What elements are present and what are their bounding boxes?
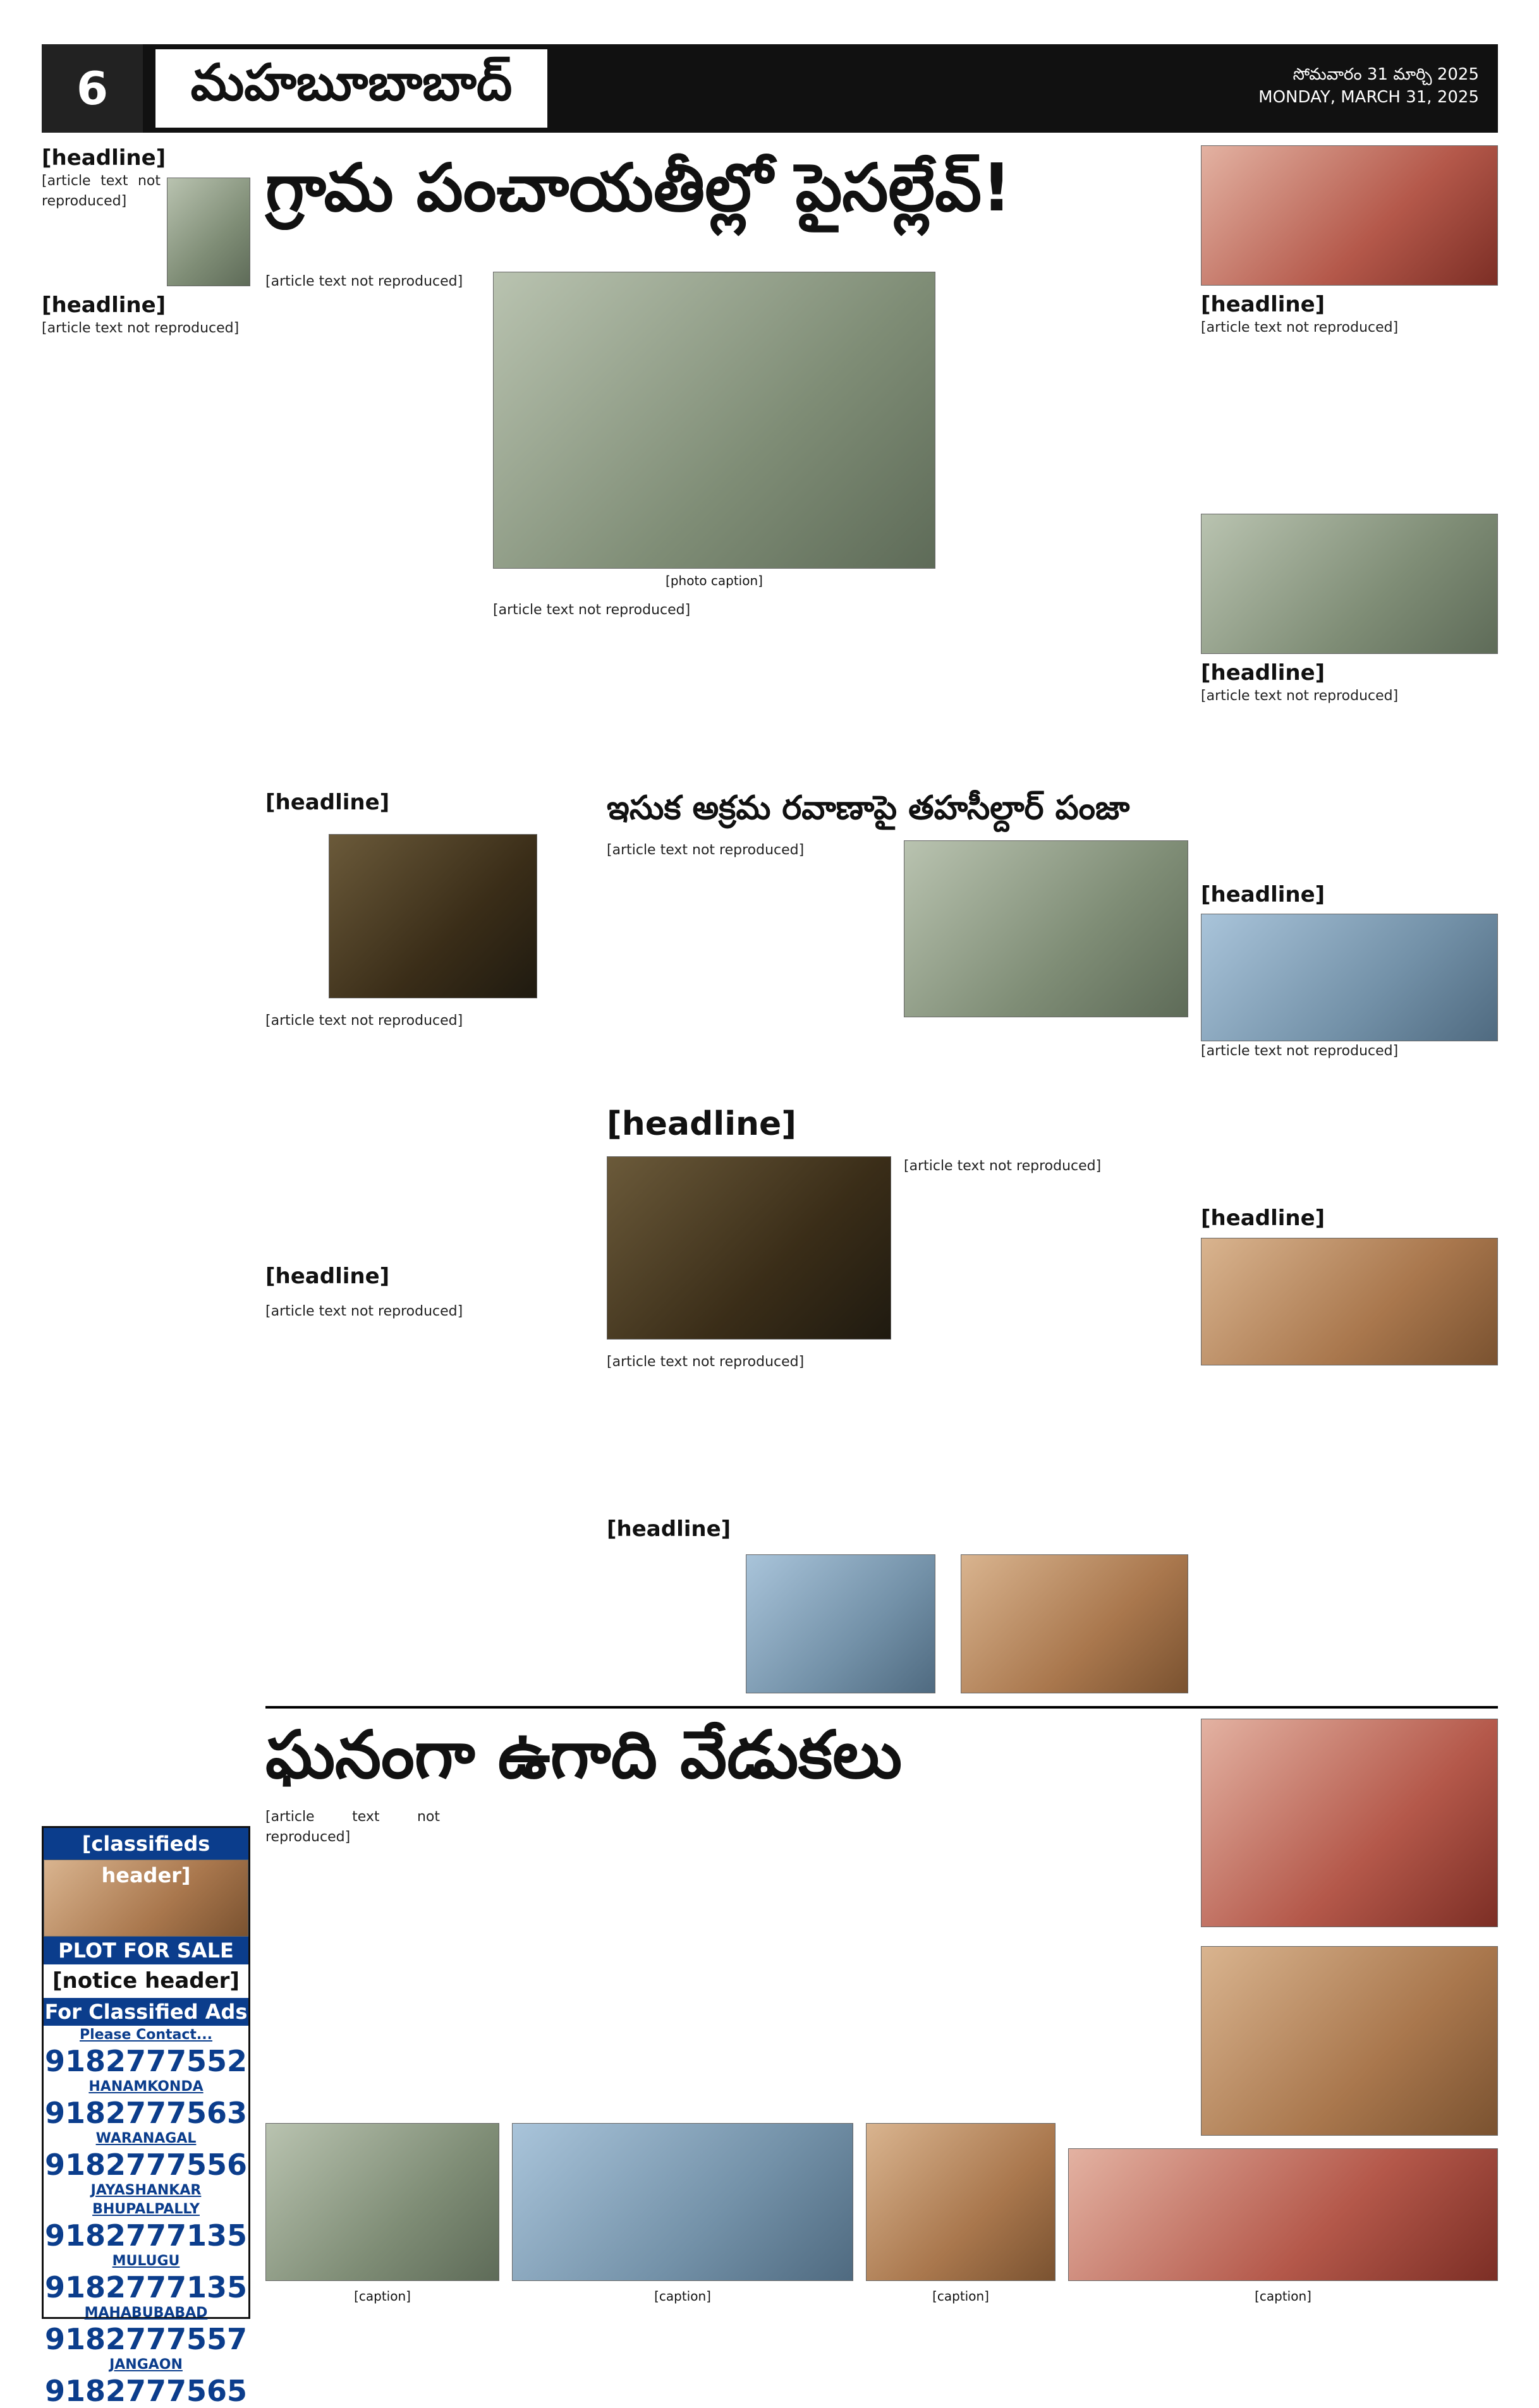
classified-phone: 9182777563 — [44, 2095, 248, 2130]
right-photo-1 — [1201, 145, 1498, 286]
classified-phone: 9182777565 — [44, 2373, 248, 2408]
classified-city: JAYASHANKAR BHUPALPALLY — [90, 2182, 202, 2217]
plot-banner: PLOT FOR SALE — [44, 1937, 248, 1964]
section-rule — [265, 1706, 1498, 1709]
dateline — [1258, 63, 1479, 109]
date-english: MONDAY, MARCH 31, 2025 — [1258, 88, 1479, 107]
ugadi-body: [article text not reproduced] — [265, 1809, 440, 1845]
ugadi-photo-6 — [1068, 2148, 1498, 2281]
ugadi-caption-2: [caption] — [654, 2289, 711, 2304]
right-story-1-body: [article text not reproduced] — [1201, 319, 1399, 336]
sand-body: [article text not reproduced] — [607, 842, 805, 858]
main-photo-caption: [photo caption] — [666, 573, 763, 588]
ugadi-caption-1: [caption] — [354, 2289, 411, 2304]
date-telugu: సోమవారం 31 మార్చి 2025 — [1293, 65, 1479, 84]
ugadi-photo-3 — [265, 2123, 499, 2281]
side-story-3-body: [article text not reproduced] — [265, 1013, 463, 1029]
contact-title: For Classified Ads — [44, 1998, 248, 2026]
classified-city: HANAMKONDA — [88, 2078, 204, 2095]
side-story-1-body: [article text not reproduced] — [42, 172, 161, 209]
fair-photo — [961, 1554, 1188, 1693]
notice-header: [notice header] — [52, 1968, 240, 1994]
side-story-4-body: [article text not reproduced] — [265, 1304, 463, 1319]
right-photo-2 — [1201, 514, 1498, 654]
right-story-2-headline: [headline] — [1201, 660, 1325, 686]
main-photo — [493, 272, 935, 569]
heritage-photo — [329, 834, 537, 998]
stream-body: [article text not reproduced] — [904, 1158, 1102, 1174]
heritage-body: [article text not reproduced] — [607, 1354, 805, 1370]
left-column — [42, 145, 250, 1820]
classified-city: JANGAON — [109, 2356, 183, 2373]
right-photo-3 — [1201, 914, 1498, 1041]
phone-list — [44, 2045, 248, 2407]
classifieds-box — [42, 1826, 250, 2408]
tractor-photo — [904, 840, 1188, 1017]
classified-city: MULUGU — [112, 2253, 180, 2269]
side-story-3-headline: [headline] — [265, 790, 390, 815]
heritage-headline: [headline] — [607, 1516, 731, 1542]
ugadi-photo-2 — [1201, 1946, 1498, 2136]
ugadi-photo-5 — [866, 2123, 1055, 2281]
portrait-photo — [167, 178, 250, 286]
side-story-2-body: [article text not reproduced] — [42, 320, 240, 336]
classified-phone: 9182777552 — [44, 2043, 248, 2078]
classified-phone: 9182777135 — [44, 2218, 248, 2253]
right-photo-4 — [1201, 1238, 1498, 1365]
side-story-1-headline: [headline] — [42, 145, 166, 171]
side-story-4-headline: [headline] — [265, 1264, 390, 1289]
right-story-3-body: [article text not reproduced] — [1201, 1043, 1399, 1060]
page-number: 6 — [42, 44, 143, 133]
classified-phone: 9182777556 — [44, 2147, 248, 2182]
classified-phone: 9182777557 — [44, 2321, 248, 2356]
ugadi-caption-4: [caption] — [1255, 2289, 1311, 2304]
right-column — [1201, 145, 1498, 1693]
market-photo — [746, 1554, 935, 1693]
ugadi-caption-3: [caption] — [932, 2289, 989, 2304]
edition-name: మహబూబాబాద్ — [155, 49, 547, 128]
stream-headline: [headline] — [607, 1105, 797, 1143]
main-story-body-2: [article text not reproduced] — [493, 602, 691, 618]
classified-city: MAHABUBABAD — [84, 2304, 208, 2321]
classifieds-header: [classifieds header] — [44, 1828, 248, 1860]
stream-photo — [607, 1156, 891, 1340]
sand-headline: ఇసుక అక్రమ రవాణాపై తహసీల్దార్ పంజా — [607, 789, 1130, 827]
main-headline: గ్రామ పంచాయతీల్లో పైసల్లేవ్! — [265, 149, 1012, 226]
right-story-4-headline: [headline] — [1201, 1206, 1325, 1231]
ugadi-photo-4 — [512, 2123, 853, 2281]
side-story-2-headline: [headline] — [42, 292, 166, 318]
right-story-1-headline: [headline] — [1201, 292, 1325, 317]
classified-phone: 9182777135 — [44, 2270, 248, 2304]
contact-sub: Please Contact... — [79, 2026, 213, 2043]
right-story-2-body: [article text not reproduced] — [1201, 687, 1399, 704]
classified-city: WARANAGAL — [95, 2130, 197, 2146]
ugadi-photo-1 — [1201, 1719, 1498, 1927]
main-story-body: [article text not reproduced] — [265, 274, 463, 289]
masthead — [42, 44, 1498, 133]
ugadi-headline: ఘనంగా ఉగాది వేడుకలు — [265, 1716, 903, 1793]
right-story-3-headline: [headline] — [1201, 881, 1325, 907]
